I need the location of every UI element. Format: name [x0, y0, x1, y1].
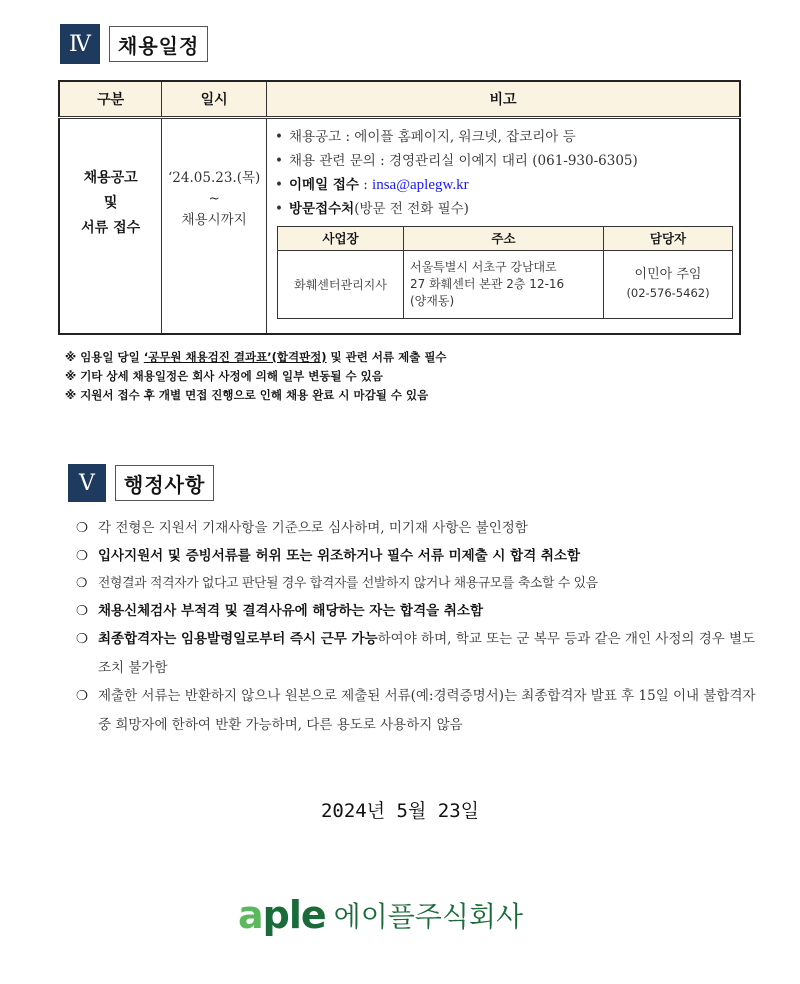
bullet-icon: • [275, 176, 283, 193]
circle-bullet-icon: ❍ [76, 520, 89, 536]
address-line: (양재동) [410, 293, 455, 308]
item-text: 전형결과 적격자가 없다고 판단될 경우 합격자를 선발하지 않거나 채용규모를 축소할 수 있음 [98, 576, 598, 591]
visit-table-header-row [278, 226, 733, 250]
email-link[interactable]: insa@aplegw.kr [372, 176, 469, 193]
address-cell [404, 250, 604, 318]
item-text: 채용신체검사 부적격 및 결격사유에 해당하는 자는 합격을 취소함 [98, 602, 484, 619]
reference-mark-icon: ※ [65, 350, 77, 364]
company-name: 에이플주식회사 [333, 900, 523, 933]
footnote-text: 및 관련 서류 제출 필수 [326, 350, 447, 364]
category-line: 및 [103, 195, 118, 211]
section-numeral: Ⅳ [60, 24, 100, 64]
table-row [59, 117, 740, 334]
document-date: 2024년 5월 23일 [320, 800, 479, 822]
circle-bullet-icon: ❍ [76, 602, 89, 619]
notes-cell [267, 117, 741, 334]
footnote-item [65, 386, 447, 405]
circle-bullet-icon: ❍ [76, 631, 89, 647]
contact-phone: (02-576-5462) [626, 286, 710, 300]
contact-cell [604, 250, 733, 318]
note-label: 방문접수처 [289, 200, 355, 217]
contact-name: 이민아 주임 [634, 267, 702, 282]
item-emphasis: 최종합격자는 임용발령일로부터 즉시 근무 가능 [98, 631, 378, 647]
section-title: 채용일정 [109, 26, 208, 62]
section-heading-administration [68, 464, 214, 502]
column-header-category: 구분 [59, 81, 162, 117]
circle-bullet-icon: ❍ [76, 547, 89, 564]
reference-mark-icon: ※ [65, 369, 77, 383]
item-text: 각 전형은 지원서 기재사항을 기준으로 심사하며, 미기재 사항은 불인정함 [98, 520, 528, 536]
column-header-address: 주소 [404, 226, 604, 250]
list-item [76, 543, 756, 571]
address-line: 서울특별시 서초구 강남대로 [410, 259, 557, 274]
category-line: 서류 접수 [81, 220, 141, 236]
bullet-icon: • [275, 128, 283, 145]
address-line: 27 화훼센터 본관 2층 12-16 [410, 276, 565, 291]
list-item [76, 625, 756, 682]
footnote-text: 기타 상세 채용일정은 회사 사정에 의해 일부 변동될 수 있음 [80, 369, 383, 383]
date-separator: ~ [208, 191, 220, 207]
bullet-icon: • [275, 152, 283, 169]
footnote-item [65, 348, 447, 367]
company-logo [238, 895, 523, 935]
item-text-rest: 하여야 하며, 학교 또는 군 복무 등과 같은 개인 사정의 경우 별도 조치 불가함 [98, 631, 756, 676]
date-end: 채용시까지 [181, 212, 247, 228]
note-separator: : [358, 176, 373, 193]
circle-bullet-icon: ❍ [76, 688, 89, 704]
category-line: 채용공고 [83, 170, 138, 186]
visit-location-table [277, 226, 733, 319]
note-text: (방문 전 전화 필수) [354, 200, 469, 217]
table-header-row [59, 81, 740, 117]
footnotes [65, 348, 447, 405]
section-title: 행정사항 [115, 465, 214, 501]
category-cell [59, 117, 162, 334]
column-header-date: 일시 [162, 81, 267, 117]
date-start: ‘24.05.23.(목) [168, 170, 261, 186]
note-item-email [275, 173, 733, 197]
column-header-site: 사업장 [278, 226, 404, 250]
schedule-table [58, 80, 741, 335]
date-cell [162, 117, 267, 334]
logo-letters-ple: ple [262, 893, 326, 937]
list-item [76, 598, 756, 626]
note-label: 이메일 접수 [289, 176, 359, 193]
aple-logo-icon [238, 893, 326, 937]
item-text [98, 625, 756, 682]
note-item-visit [275, 197, 733, 221]
note-item-posting [275, 125, 733, 149]
footnote-text: 지원서 접수 후 개별 면접 진행으로 인해 채용 완료 시 마감될 수 있음 [80, 388, 429, 402]
bullet-icon: • [275, 200, 283, 217]
item-text: 입사지원서 및 증빙서류를 허위 또는 위조하거나 필수 서류 미제출 시 합격 취소함 [98, 547, 581, 564]
administration-list [76, 515, 756, 740]
list-item [76, 682, 756, 740]
footnote-underlined-text: ‘공무원 채용검진 결과표’(합격판정) [143, 350, 327, 364]
note-text: 채용 관련 문의 : 경영관리실 이예지 대리 (061-930-6305) [289, 152, 638, 169]
footnote-item [65, 367, 447, 386]
column-header-contact: 담당자 [604, 226, 733, 250]
table-row [278, 250, 733, 318]
note-text: 채용공고 : 에이플 홈페이지, 워크넷, 잡코리아 등 [289, 128, 576, 145]
section-heading-schedule [60, 24, 208, 64]
item-text: 제출한 서류는 반환하지 않으나 원본으로 제출된 서류(예:경력증명서)는 최종합격자 발표 후 15일 이내 불합격자 중 희망자에 한하여 반환 가능하며, 다른 용도로 사용하지 않음 [98, 688, 756, 733]
site-cell: 화훼센터관리지사 [278, 250, 404, 318]
list-item [76, 515, 756, 543]
circle-bullet-icon: ❍ [76, 576, 88, 591]
logo-letter-a: a [238, 893, 263, 937]
footnote-text: 임용일 당일 [80, 350, 144, 364]
section-numeral: Ⅴ [68, 464, 106, 502]
reference-mark-icon: ※ [65, 388, 77, 402]
list-item [76, 570, 756, 598]
note-item-inquiry [275, 149, 733, 173]
column-header-notes: 비고 [267, 81, 741, 117]
